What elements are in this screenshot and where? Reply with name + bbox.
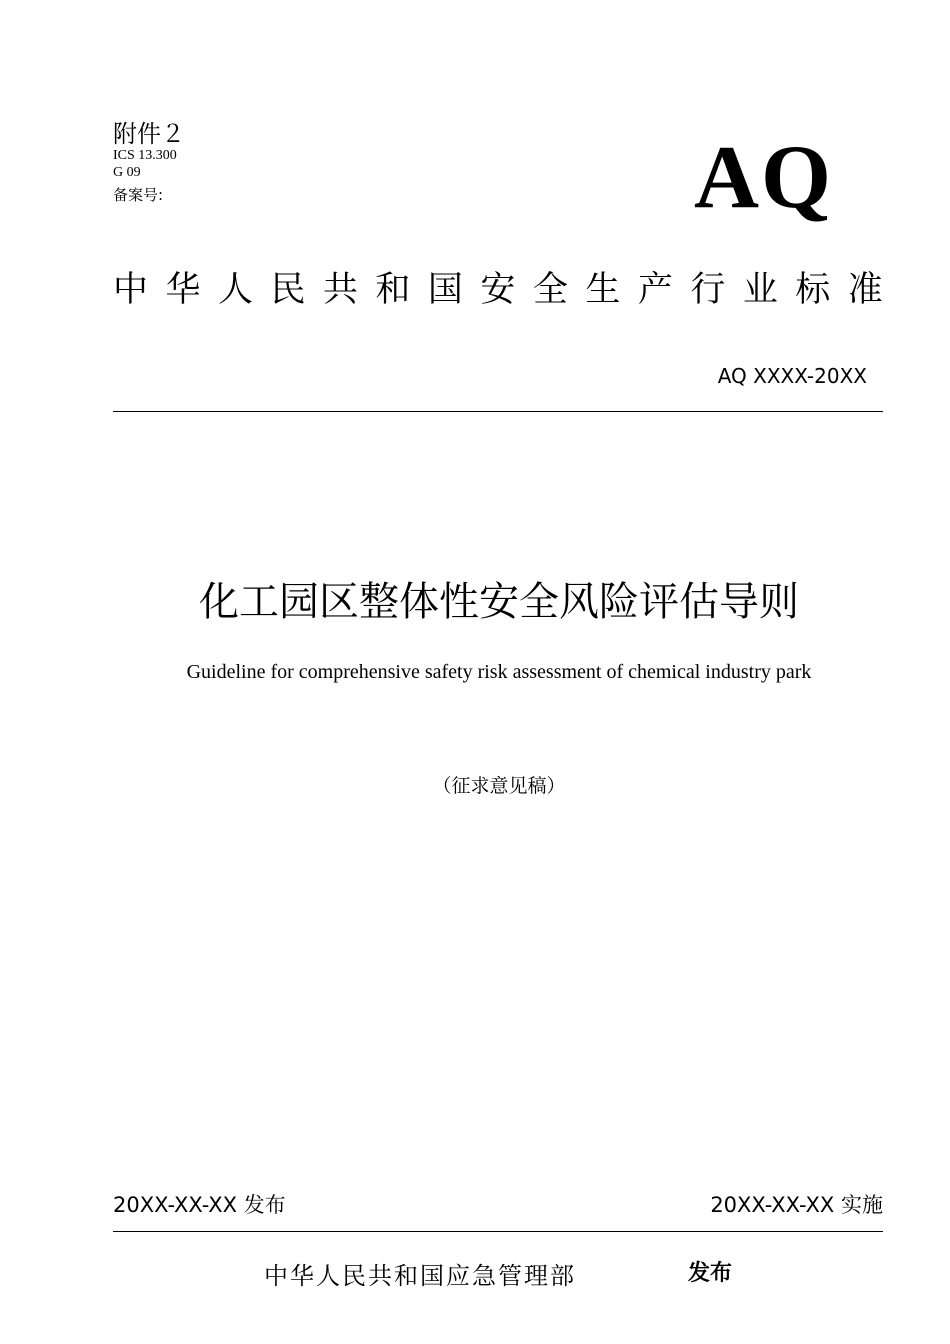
standard-title-char: 行	[690, 270, 726, 310]
draft-note: （征求意见稿）	[432, 776, 566, 797]
footer-divider	[113, 1231, 883, 1232]
document-title-zh: 化工园区整体性安全风险评估导则	[199, 579, 799, 625]
standard-title-char: 共	[322, 270, 358, 310]
ics-code: ICS 13.300	[113, 148, 177, 163]
standard-category-title	[113, 266, 883, 314]
standard-title-char: 和	[375, 270, 411, 310]
filing-number-label: 备案号:	[113, 186, 164, 204]
issue-label: 发布	[688, 1261, 733, 1286]
document-title-en: Guideline for comprehensive safety risk assessment of chemical industry park	[186, 661, 812, 683]
standard-title-char: 中	[113, 270, 149, 310]
standard-title-char: 民	[270, 270, 306, 310]
standard-title-char: 华	[165, 270, 201, 310]
standard-title-char: 人	[217, 270, 253, 310]
classification-code: G 09	[113, 165, 141, 180]
issuing-authority: 中华人民共和国应急管理部	[264, 1262, 576, 1290]
standard-title-char: 全	[532, 270, 568, 310]
standard-title-char: 产	[637, 270, 673, 310]
aq-logo: AQ	[694, 128, 833, 227]
implement-date: 20XX-XX-XX 实施	[710, 1193, 883, 1217]
header-divider	[113, 411, 883, 412]
standard-title-char: 业	[742, 270, 778, 310]
standard-title-char: 生	[585, 270, 621, 310]
standard-title-char: 安	[480, 270, 516, 310]
standard-title-char: 准	[847, 270, 883, 310]
standard-title-char: 标	[795, 270, 831, 310]
attachment-label: 附件２	[113, 120, 185, 148]
publish-date: 20XX-XX-XX 发布	[113, 1193, 286, 1217]
standard-number: AQ XXXX-20XX	[717, 364, 867, 388]
standard-title-char: 国	[427, 270, 463, 310]
